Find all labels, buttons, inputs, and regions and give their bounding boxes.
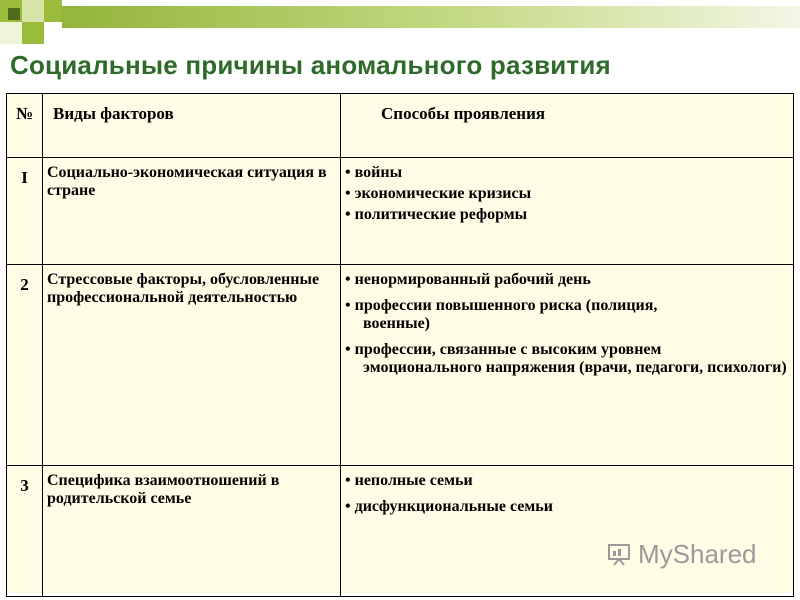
row-number: I — [7, 158, 43, 265]
way-text: ненормированный рабочий день — [354, 271, 591, 288]
row-number: 3 — [7, 466, 43, 597]
decor-square — [0, 22, 22, 44]
table-row — [7, 158, 794, 265]
way-text-continuation: эмоционального напряжения (врачи, педагоги, психологи) — [363, 359, 787, 376]
header-ways: Способы проявления — [341, 94, 794, 158]
way-text: экономические кризисы — [354, 185, 532, 202]
ways-cell — [341, 466, 794, 597]
bullet-icon: • — [345, 472, 351, 489]
ways-cell — [341, 265, 794, 466]
way-item — [345, 472, 789, 490]
header-factor: Виды факторов — [43, 94, 341, 158]
header-gradient-bar — [62, 6, 800, 28]
factor-cell: Специфика взаимоотношений в родительской семье — [43, 466, 341, 597]
bullet-icon: • — [345, 341, 351, 358]
decor-square — [22, 22, 44, 44]
way-text: неполные семьи — [354, 472, 473, 489]
way-text: профессии повышенного риска (полиция, — [354, 297, 658, 314]
decor-square — [8, 8, 20, 20]
way-item — [345, 206, 789, 224]
way-item — [345, 297, 789, 333]
way-item — [345, 341, 789, 377]
bullet-icon: • — [345, 297, 351, 314]
way-text: политические реформы — [354, 206, 528, 223]
bullet-icon: • — [345, 271, 351, 288]
way-text: дисфункциональные семьи — [354, 498, 553, 515]
table-row — [7, 265, 794, 466]
ways-cell — [341, 158, 794, 265]
factors-table-container — [6, 93, 794, 593]
table-header-row — [7, 94, 794, 158]
way-item — [345, 271, 789, 289]
myshared-watermark — [606, 536, 766, 572]
way-text: войны — [354, 164, 403, 181]
bullet-icon: • — [345, 164, 351, 181]
way-item — [345, 185, 789, 203]
bullet-icon: • — [345, 185, 351, 202]
way-text-continuation: военные) — [363, 315, 430, 332]
factor-cell: Социально-экономическая ситуация в стране — [43, 158, 341, 265]
way-item — [345, 498, 789, 516]
factors-table — [6, 93, 794, 597]
way-item — [345, 164, 789, 182]
bullet-icon: • — [345, 206, 351, 223]
table-row — [7, 466, 794, 597]
way-text: профессии, связанные с высоким уровнем — [354, 341, 662, 358]
presentation-board-icon — [606, 541, 632, 567]
slide-title: Социальные причины аномального развития — [10, 50, 611, 80]
bullet-icon: • — [345, 498, 351, 515]
factor-cell: Стрессовые факторы, обусловленные профессиональной деятельностью — [43, 265, 341, 466]
header-num: № — [7, 94, 43, 158]
watermark-label: MyShared — [638, 538, 757, 569]
row-number: 2 — [7, 265, 43, 466]
decor-square — [22, 0, 44, 22]
decor-square — [44, 0, 62, 22]
